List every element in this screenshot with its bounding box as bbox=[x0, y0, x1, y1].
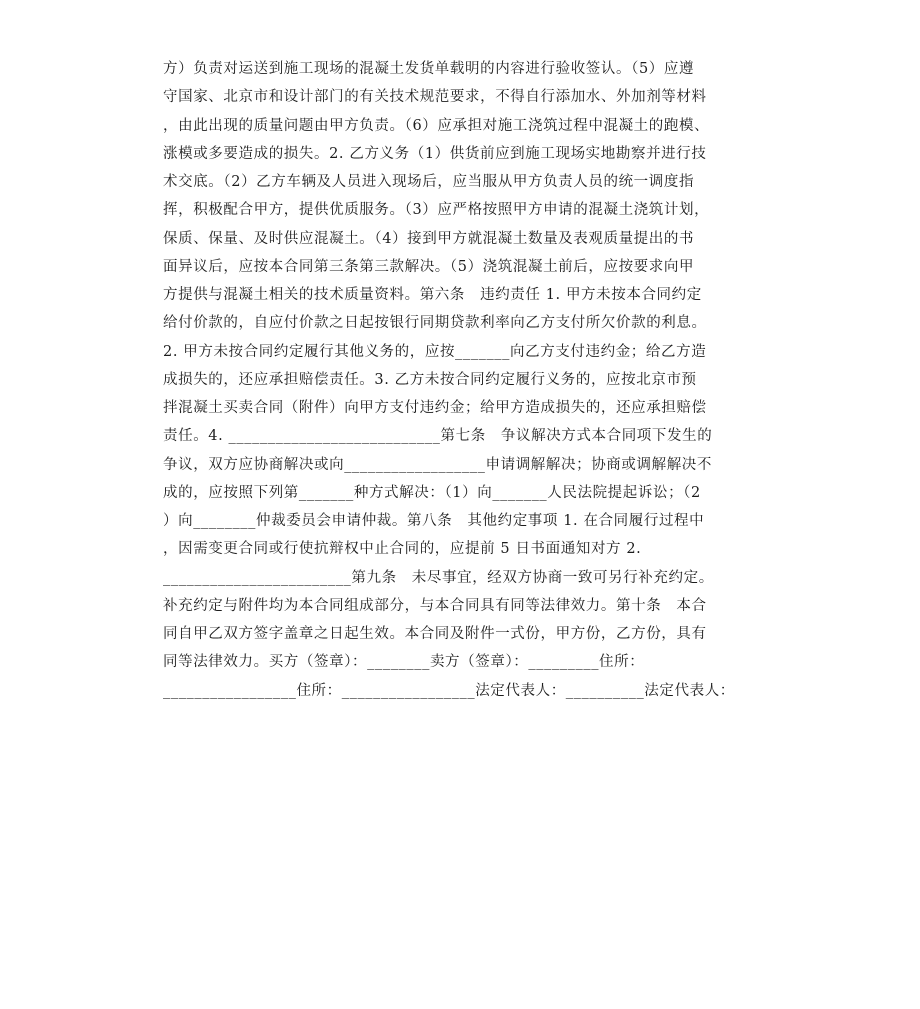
text-line: 拌混凝土买卖合同（附件）向甲方支付违约金；给甲方造成损失的，还应承担赔偿 bbox=[163, 400, 707, 416]
text-line: 给付价款的，自应付价款之日起按银行同期贷款利率向乙方支付所欠价款的利息。 bbox=[163, 315, 707, 332]
text-line: 同等法律效力。买方（签章）：________卖方（签章）：_________住所： bbox=[163, 654, 645, 671]
text-line: 成的，应按照下列第_______种方式解决：（1）向_______人民法院提起诉讼；（2 bbox=[163, 484, 701, 501]
text-line: ________________________第九条 未尽事宜，经双方协商一致可另行补充约定。 bbox=[163, 569, 714, 586]
text-line: 方）负责对运送到施工现场的混凝土发货单载明的内容进行验收签认。（5）应遵 bbox=[163, 61, 695, 77]
text-line: _________________住所：_________________法定代表人：__________法定代表人： bbox=[163, 682, 735, 699]
text-line: 2. 甲方未按合同约定履行其他义务的，应按_______向乙方支付违约金；给乙方造 bbox=[163, 343, 707, 360]
text-line: 责任。4. ___________________________第七条 争议解决方式本合同项下发生的 bbox=[163, 428, 713, 445]
text-line: ）向________仲裁委员会申请仲裁。第八条 其他约定事项 1. 在合同履行过程中 bbox=[163, 513, 705, 529]
text-line: 同自甲乙双方签字盖章之日起生效。本合同及附件一式份，甲方份，乙方份，具有 bbox=[163, 626, 707, 642]
text-line: 方提供与混凝土相关的技术质量资料。第六条 违约责任 1. 甲方未按本合同约定 bbox=[163, 287, 702, 303]
text-line: 守国家、北京市和设计部门的有关技术规范要求，不得自行添加水、外加剂等材料 bbox=[163, 89, 707, 106]
text-line: 术交底。（2）乙方车辆及人员进入现场后，应当服从甲方负责人员的统一调度指 bbox=[163, 174, 695, 190]
contract-body-text bbox=[163, 55, 763, 705]
text-line: 保质、保量、及时供应混凝土。（4）接到甲方就混凝土数量及表观质量提出的书 bbox=[163, 230, 695, 247]
text-line: ，因需变更合同或行使抗辩权中止合同的，应提前 5 日书面通知对方 2. bbox=[163, 541, 642, 558]
text-line: 争议，双方应协商解决或向__________________申请调解解决；协商或调解解决不 bbox=[163, 456, 712, 473]
text-line: 挥，积极配合甲方，提供优质服务。（3）应严格按照甲方申请的混凝土浇筑计划， bbox=[163, 202, 710, 219]
text-line: 面异议后，应按本合同第三条第三款解决。（5）浇筑混凝土前后，应按要求向甲 bbox=[163, 258, 695, 275]
text-line: 涨模或多要造成的损失。2. 乙方义务（1）供货前应到施工现场实地勘察并进行技 bbox=[163, 145, 707, 162]
text-line: 成损失的，还应承担赔偿责任。3. 乙方未按合同约定履行义务的，应按北京市预 bbox=[163, 371, 697, 388]
text-line: 补充约定与附件均为本合同组成部分，与本合同具有同等法律效力。第十条 本合 bbox=[163, 597, 707, 614]
text-line: ，由此出现的质量问题由甲方负责。（6）应承担对施工浇筑过程中混凝土的跑模、 bbox=[163, 117, 710, 134]
